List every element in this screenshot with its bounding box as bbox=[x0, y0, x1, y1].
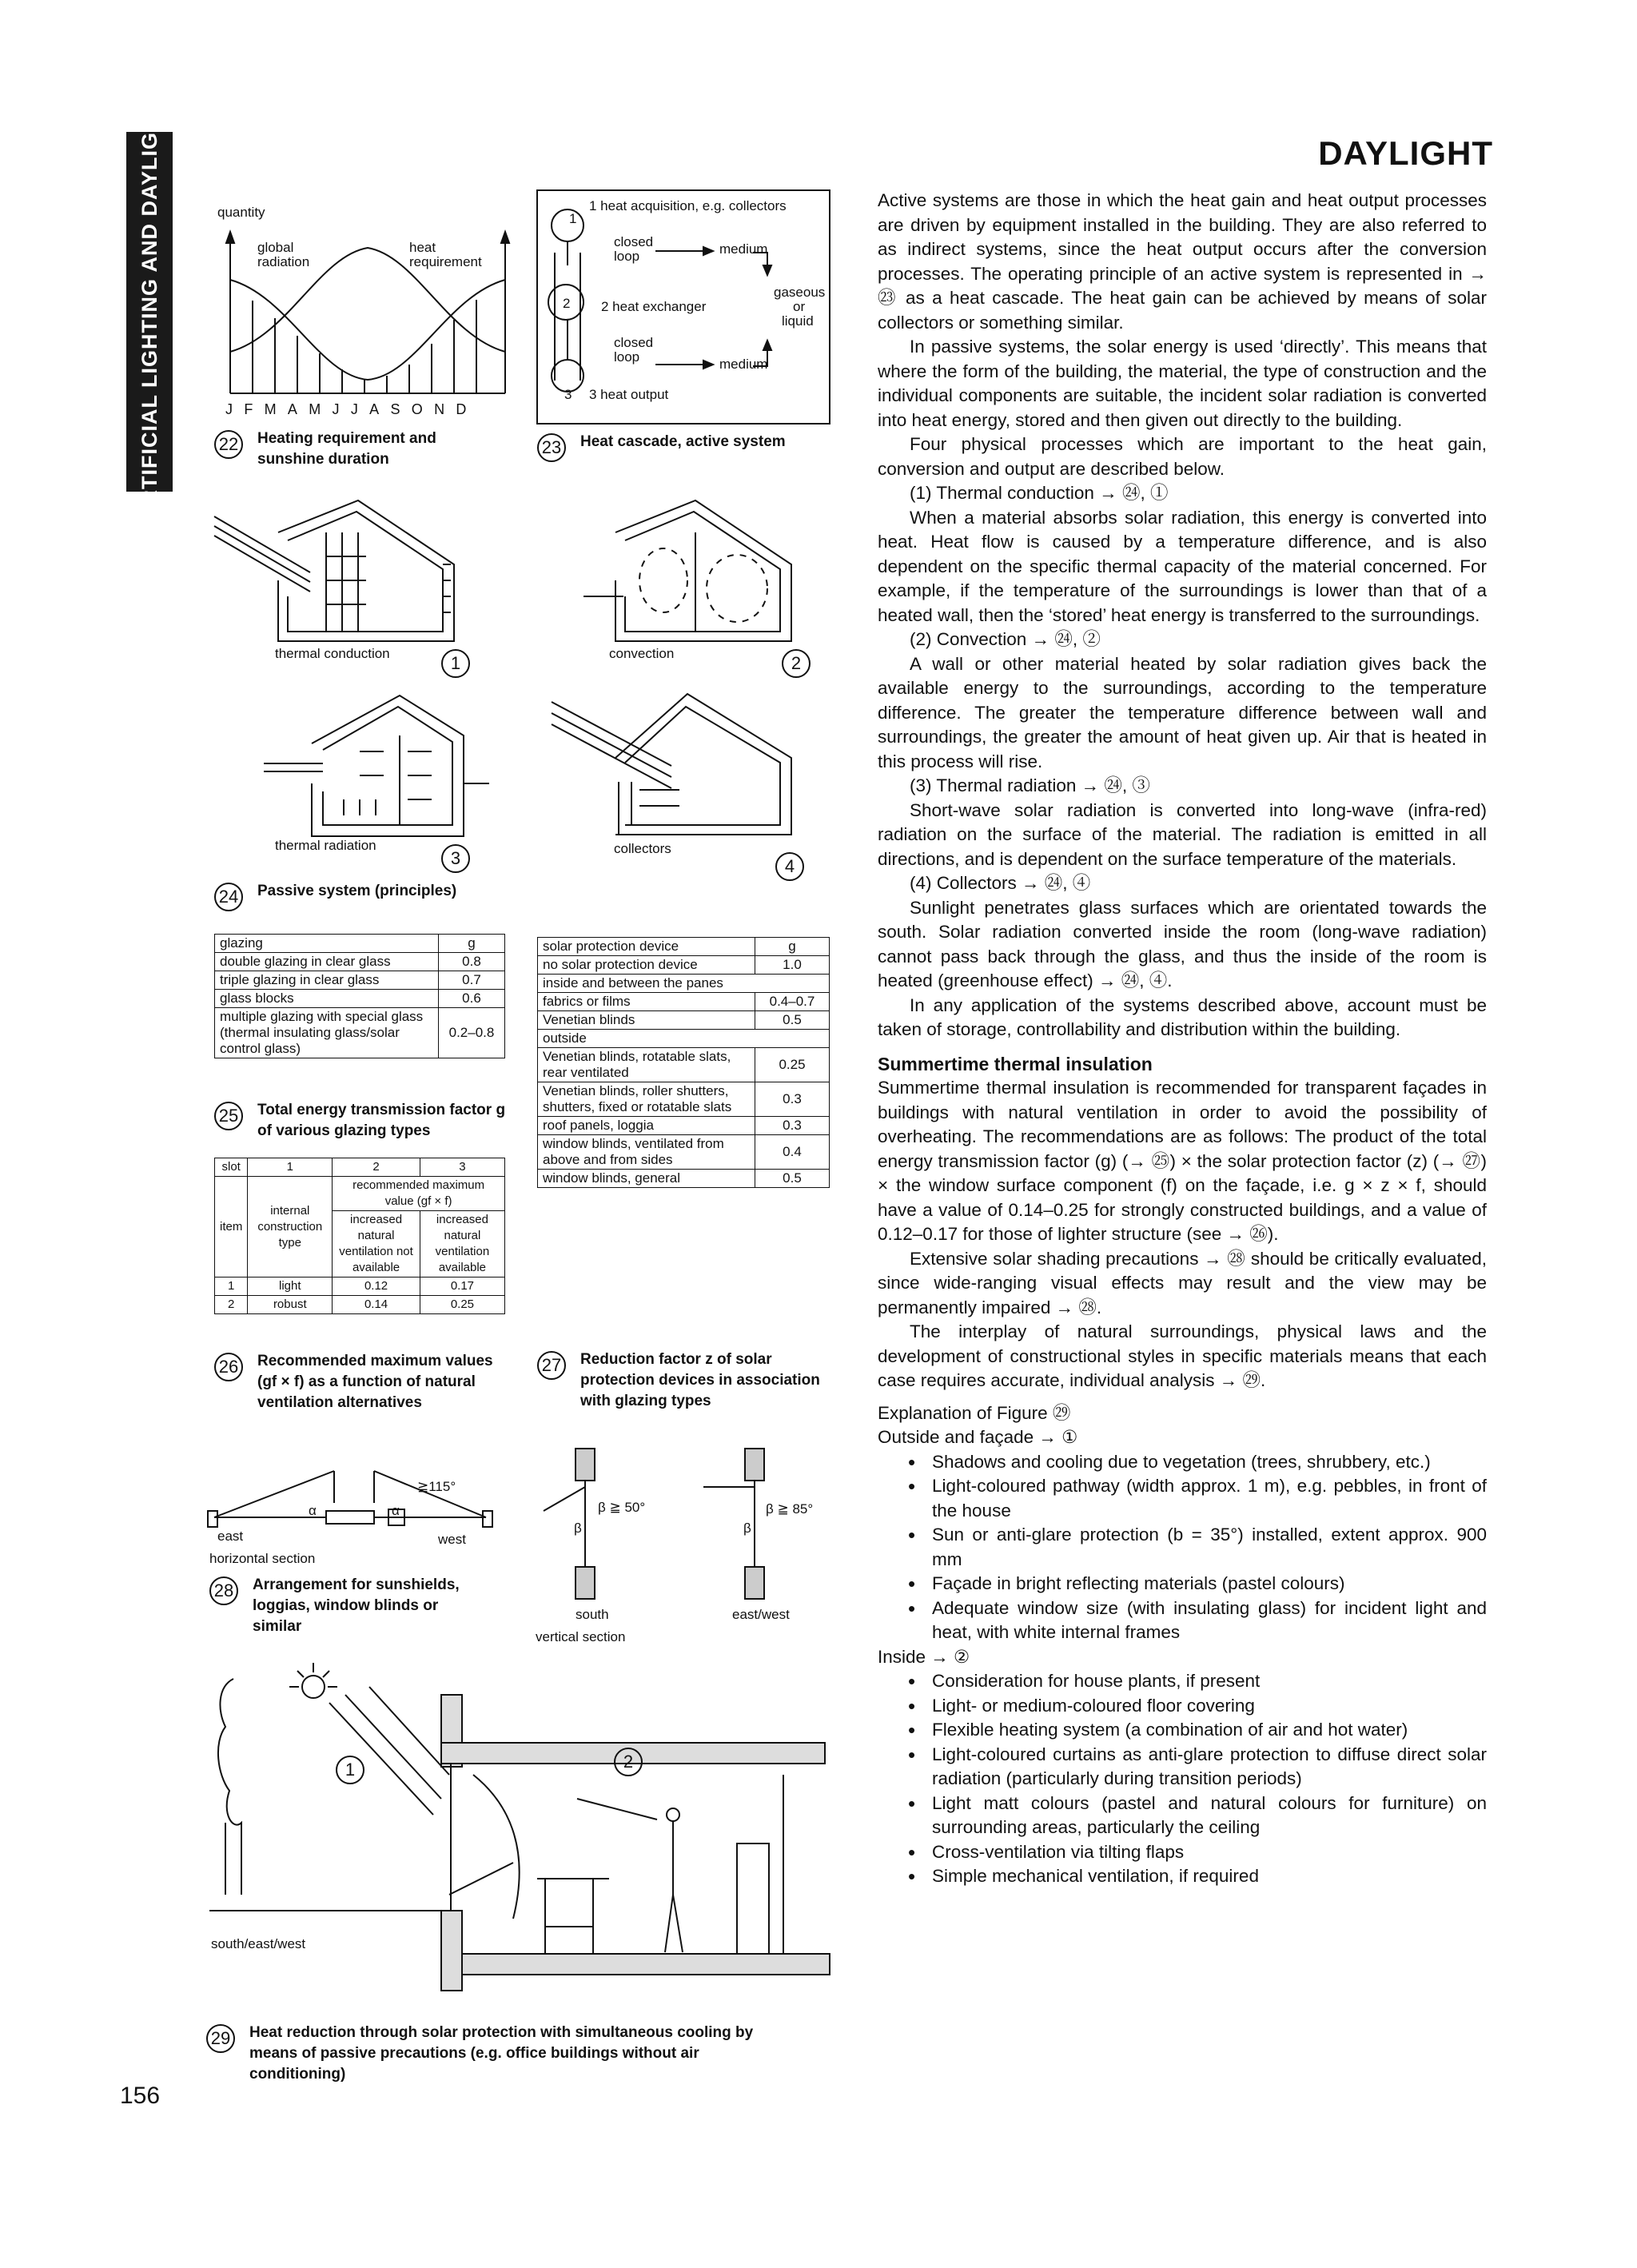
fig25-caption-text: Total energy transmission factor g of various glazing types bbox=[257, 1102, 506, 1139]
fig23-number: 23 bbox=[537, 433, 566, 462]
fig27-caption-text: Reduction factor z of solar protection devices in association with glazing types bbox=[580, 1351, 820, 1409]
subheading: (3) Thermal radiation → ㉔, ③ bbox=[910, 775, 1150, 795]
fig22-heat-label: heat bbox=[409, 240, 436, 255]
paragraph: In passive systems, the solar energy is used ‘directly’. This means that where the form of the building, the material, the type of construction and the individual components are suitable, the incident solar radiation is converted into heat energy, stored and then given out directly to the building. bbox=[878, 337, 1487, 430]
fig24-convection-graphic bbox=[552, 484, 807, 644]
fig25-number: 25 bbox=[214, 1102, 243, 1130]
table-row: triple glazing in clear glass 0.7 bbox=[215, 971, 505, 990]
fig24-radiation-graphic bbox=[264, 688, 520, 839]
table-row: 1 light 0.12 0.17 bbox=[215, 1277, 505, 1296]
table-row: fabrics or films 0.4–0.7 bbox=[538, 993, 830, 1011]
table-row: item internal construction type recommended maximum value (gf × f) bbox=[215, 1177, 505, 1211]
fig28-beta-left: β bbox=[574, 1521, 582, 1536]
fig23-medium-bottom: medium bbox=[719, 357, 768, 372]
table-row: Venetian blinds 0.5 bbox=[538, 1011, 830, 1030]
list-heading: Outside and façade → ① bbox=[878, 1427, 1078, 1447]
fig28-angle115: ≧115° bbox=[417, 1479, 456, 1494]
fig24-d2-number: 2 bbox=[782, 649, 811, 678]
fig24-caption-text: Passive system (principles) bbox=[257, 883, 457, 899]
paragraph: Sunlight penetrates glass surfaces which are orientated towards the south. Solar radiation converted inside the room (long-wave radiation) cannot pass back through the glass, and thus the inside of the room is heated (greenhouse effect) → ㉔, ④. bbox=[878, 897, 1487, 991]
list-item: • Light-coloured curtains as anti-glare protection to diffuse direct solar radiation (particularly during transition periods) bbox=[932, 1743, 1487, 1792]
fig25-caption bbox=[214, 1100, 518, 1148]
fig29-n2: 2 bbox=[614, 1748, 643, 1776]
fig29-south-east-west: south/east/west bbox=[211, 1936, 306, 1951]
fig28-east-west: east/west bbox=[732, 1607, 790, 1622]
fig24-d3-number: 3 bbox=[441, 844, 470, 873]
fig28-alpha-right: α bbox=[392, 1503, 400, 1518]
fig23-closed-loop-top: closed loop bbox=[614, 234, 654, 264]
fig28-east: east bbox=[217, 1529, 244, 1544]
paragraph: A wall or other material heated by solar radiation gives back the available energy to the surroundings, according to the temperature difference. The greater the temperature difference between wall and surroundings, the greater the amount of heat given up. Air that is heated in this process will rise. bbox=[878, 653, 1487, 771]
table-row: window blinds, general 0.5 bbox=[538, 1170, 830, 1188]
fig23-caption bbox=[537, 432, 801, 480]
fig24-number: 24 bbox=[214, 883, 243, 911]
page-title: DAYLIGHT bbox=[1318, 134, 1493, 172]
fig23-closed-loop-bottom: closed loop bbox=[614, 335, 654, 365]
fig26-table bbox=[214, 1158, 505, 1314]
table-row: slot 1 2 3 bbox=[215, 1158, 505, 1177]
section-heading: Summertime thermal insulation bbox=[878, 1053, 1153, 1074]
fig28-beta-right: β bbox=[743, 1521, 751, 1536]
fig28-caption-text: Arrangement for sunshields, loggias, window blinds or similar bbox=[253, 1576, 460, 1635]
fig22-ylabel: quantity bbox=[217, 205, 265, 220]
paragraph: Four physical processes which are important to the heat gain, conversion and output are described below. bbox=[878, 434, 1487, 479]
fig23-or: or bbox=[793, 299, 806, 314]
fig23-gaseous: gaseous bbox=[774, 285, 826, 300]
list-item: • Adequate window size (with insulating glass) for incident light and heat, with white internal frames bbox=[932, 1596, 1487, 1645]
fig24-d4-label: collectors bbox=[614, 841, 671, 856]
fig26-caption bbox=[214, 1351, 502, 1439]
body-text bbox=[878, 189, 1487, 1889]
fig23-n1: 1 bbox=[569, 211, 577, 226]
table-row: inside and between the panes bbox=[538, 975, 830, 993]
list-item: • Consideration for house plants, if present bbox=[932, 1669, 1487, 1694]
fig22-caption bbox=[214, 428, 502, 476]
list-heading: Inside → ② bbox=[878, 1646, 970, 1667]
fig29-caption-text: Heat reduction through solar protection with simultaneous cooling by means of passive precautions (e.g. office buildings without air conditioning) bbox=[249, 2024, 754, 2083]
table-row: double glazing in clear glass 0.8 bbox=[215, 953, 505, 971]
fig28-vertical-section: vertical section bbox=[536, 1629, 626, 1644]
paragraph: Active systems are those in which the heat gain and heat output processes are driven by equipment installed in the building. They are also referred to as indirect systems, since the heat output occurs after the conversion processes. The operating principle of an active system is represented in → ㉓ as a heat cascade. The heat gain can be achieved by means of solar collectors or something similar. bbox=[878, 190, 1487, 333]
fig28-caption bbox=[209, 1575, 481, 1647]
fig24-d3-label: thermal radiation bbox=[275, 838, 376, 853]
table-row: no solar protection device 1.0 bbox=[538, 956, 830, 975]
list-item: • Shadows and cooling due to vegetation (trees, shrubbery, etc.) bbox=[932, 1450, 1487, 1475]
fig23-step3: 3 heat output bbox=[589, 387, 669, 402]
fig29-n1: 1 bbox=[336, 1756, 364, 1784]
fig28-beta50: β ≧ 50° bbox=[598, 1500, 646, 1515]
list-item: • Light- or medium-coloured floor covering bbox=[932, 1694, 1487, 1719]
fig27-number: 27 bbox=[537, 1351, 566, 1380]
list-item: • Cross-ventilation via tilting flaps bbox=[932, 1840, 1487, 1865]
fig27-caption bbox=[537, 1349, 825, 1437]
fig23-step1: 1 heat acquisition, e.g. collectors bbox=[589, 198, 787, 213]
table-row: glass blocks 0.6 bbox=[215, 990, 505, 1008]
fig28-west: west bbox=[438, 1532, 466, 1547]
paragraph: When a material absorbs solar radiation, this energy is converted into heat. Heat flow is caused by a temperature difference, and is also dependent on the specific thermal capacity of the material concerned. For example, if the temperature of the surroundings is lower than that of a heated wall, then the ‘stored’ heat energy is transferred to the surroundings. bbox=[878, 507, 1487, 625]
paragraph: Extensive solar shading precautions → ㉘ should be critically evaluated, since wide-ranging visual effects may result and the view may be permanently impaired → ㉘. bbox=[878, 1248, 1487, 1317]
fig23-medium-top: medium bbox=[719, 241, 768, 257]
table-row: outside bbox=[538, 1030, 830, 1048]
fig24-caption bbox=[214, 881, 518, 913]
fig29-caption bbox=[206, 2023, 798, 2095]
table-row: Venetian blinds, roller shutters, shutters, fixed or rotatable slats 0.3 bbox=[538, 1082, 830, 1117]
fig22-curve-graphic bbox=[216, 224, 520, 400]
subheading: (4) Collectors → ㉔, ④ bbox=[910, 873, 1091, 893]
list-item: • Flexible heating system (a combination of air and hot water) bbox=[932, 1718, 1487, 1743]
fig22-caption-text: Heating requirement and sunshine duration bbox=[257, 430, 436, 468]
paragraph: In any application of the systems described above, account must be taken of storage, controllability and distribution within the building. bbox=[878, 994, 1487, 1039]
fig28-number: 28 bbox=[209, 1576, 238, 1605]
table-row: roof panels, loggia 0.3 bbox=[538, 1117, 830, 1135]
fig22-months: JFMAMJJASOND bbox=[225, 401, 478, 417]
paragraph: Explanation of Figure ㉙ bbox=[878, 1402, 1071, 1423]
table-row: window blinds, ventilated from above and from sides 0.4 bbox=[538, 1135, 830, 1170]
table-row: increased natural ventilation not available increased natural ventilation available bbox=[215, 1211, 505, 1277]
fig27-table bbox=[537, 937, 830, 1188]
fig24-d1-label: thermal conduction bbox=[275, 646, 390, 661]
fig23-liquid: liquid bbox=[782, 313, 814, 329]
list-item: • Light matt colours (pastel and natural colours for furniture) on surrounding areas, particularly the ceiling bbox=[932, 1792, 1487, 1840]
fig28-beta85: β ≧ 85° bbox=[766, 1501, 814, 1517]
list-item: • Sun or anti-glare protection (b = 35°) installed, extent approx. 900 mm bbox=[932, 1523, 1487, 1572]
subheading: (1) Thermal conduction → ㉔, ① bbox=[910, 483, 1169, 503]
fig29-number: 29 bbox=[206, 2024, 235, 2053]
fig24-d4-number: 4 bbox=[775, 852, 804, 881]
paragraph: Summertime thermal insulation is recommended for transparent façades in buildings with natural ventilation in order to avoid the possibility of overheating. The recommendations are as follows: The product of the total energy transmission factor (g) (→ ㉕) × the solar protection factor (z) (→ ㉗) × the window surface component (f) on the façade, i.e. g × z × f, should have a value of 0.14–0.25 for strongly constructed buildings, and a value of 0.12–0.17 for those of lighter structure (see → ㉖). bbox=[878, 1078, 1487, 1244]
fig25-table bbox=[214, 934, 505, 1058]
section-side-tab bbox=[126, 102, 173, 522]
fig24-conduction-graphic bbox=[214, 484, 470, 644]
page-number: 156 bbox=[120, 2083, 161, 2109]
fig26-caption-text: Recommended maximum values (gf × f) as a function of natural ventilation alternatives bbox=[257, 1353, 493, 1411]
table-row: multiple glazing with special glass (thermal insulating glass/solar control glass) 0.2–0.8 bbox=[215, 1008, 505, 1058]
fig23-caption-text: Heat cascade, active system bbox=[580, 433, 786, 450]
fig28-horizontal-section-graphic bbox=[206, 1455, 502, 1543]
fig24-d1-number: 1 bbox=[441, 649, 470, 678]
fig23-n3: 3 bbox=[564, 387, 572, 402]
fig23-step2: 2 heat exchanger bbox=[601, 299, 707, 314]
list-item: • Simple mechanical ventilation, if required bbox=[932, 1864, 1487, 1889]
fig23-n2: 2 bbox=[563, 296, 571, 311]
fig28-south: south bbox=[576, 1607, 609, 1622]
fig28-horizontal-section: horizontal section bbox=[209, 1551, 316, 1566]
fig24-d2-label: convection bbox=[609, 646, 675, 661]
paragraph: Short-wave solar radiation is converted into long-wave (infra-red) radiation on the surface of the material. The radiation is emitted in all directions, and is dependent on the surface temperature of the materials. bbox=[878, 799, 1487, 869]
fig22-number: 22 bbox=[214, 430, 243, 459]
fig22-requirement-label: requirement bbox=[409, 254, 482, 269]
subheading: (2) Convection → ㉔, ② bbox=[910, 629, 1101, 649]
fig28-alpha-left: α bbox=[309, 1503, 317, 1518]
table-row: glazing g bbox=[215, 935, 505, 953]
table-row: Venetian blinds, rotatable slats, rear ventilated 0.25 bbox=[538, 1048, 830, 1082]
list-item: • Façade in bright reflecting materials (pastel colours) bbox=[932, 1572, 1487, 1596]
table-row: solar protection device g bbox=[538, 938, 830, 956]
fig26-number: 26 bbox=[214, 1353, 243, 1381]
outside-list bbox=[878, 1450, 1487, 1645]
section-side-tab-label: ARTIFICIAL LIGHTING AND DAYLIGHT bbox=[137, 102, 161, 522]
table-row: 2 robust 0.14 0.25 bbox=[215, 1296, 505, 1314]
fig22-radiation-label: radiation bbox=[257, 254, 310, 269]
inside-list bbox=[878, 1669, 1487, 1889]
paragraph: The interplay of natural surroundings, physical laws and the development of constructional styles in specific materials means that each case requires accurate, individual analysis → ㉙. bbox=[878, 1321, 1487, 1390]
list-item: • Light-coloured pathway (width approx. 1 m), e.g. pebbles, in front of the house bbox=[932, 1474, 1487, 1523]
fig24-collectors-graphic bbox=[552, 670, 807, 838]
fig22-global-label: global bbox=[257, 240, 294, 255]
